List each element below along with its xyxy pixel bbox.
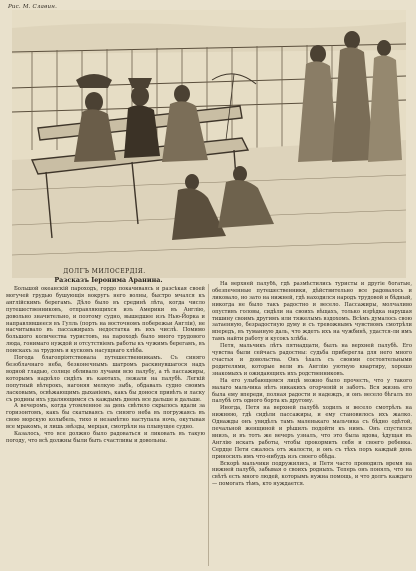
paragraph: Петя, мальчикъ лѣтъ пятнадцати, былъ на верхней палубѣ. Его чувства были сейчасъ радостны: судьба приберегла для него много счастья и довольства. Онъ ѣхалъ съ своими состоятельными родителями, которые вели въ Англію уютную квартиру, хорошо знакомыхъ и ожидающихъ ихъ родственниковъ. — [212, 343, 412, 377]
paragraph: На его улыбающемся лицѣ можно было прочесть, что у такого малаго мальчика нѣтъ никакихъ огорченій и заботъ. Вся жизнь его была ему впереди, полная радости и надеждъ, и онъ весело бѣгалъ по палубѣ отъ одного борта къ другому. — [212, 377, 412, 405]
illustration — [12, 10, 406, 278]
story-title: Разсказъ Іеронима Аранина. — [54, 276, 163, 284]
paragraph: Погода благопріятствовала путешественникамъ. Съ синяго безоблачнаго неба, безконечнымъ шатромъ раскинувшагося надъ водной гладью, солнце обливало лучами всю палубу, а тѣ пассажиры, которымъ надоѣло сидѣть въ каютахъ, лежали на палубѣ. Легкій попутный вѣтерокъ, нагоняя мелкую зыбь, обдавалъ судно своимъ ласковымъ, освѣжающимъ дыханіемъ, какъ бы донося привѣтъ и ласку съ родины ихъ удаляющимся съ каждымъ днемъ все дальше и дальше. — [6, 355, 205, 403]
paragraph: На верхней палубѣ, гдѣ размѣстились туристы и другіе богатые, обезпеченные путешественники, дѣйствительно все радовалось и ликовало, но зато на нижней, гдѣ находился народъ трудовой и бѣдный, никогда не было такъ радостно и весело. Пассажиры, молчаливо опустивъ головы, сидѣли на своихъ вѣщахъ, только изрѣдка нарушая тишину своимъ другимъ или тяжелымъ вздохомъ. Всѣмъ думалось свою затаенную, безрадостную думу и съ тревожнымъ чувствомъ смотрѣли впередъ, въ туманную даль, что ждетъ ихъ на чужбинѣ, удастся-ли имъ тамъ найти работу и кусокъ хлѣба. — [212, 281, 412, 343]
paragraph: А вечеромъ, когда утомленное за день свѣтило скрылось вдали за горизонтомъ, какъ бы скатываясь съ синяго неба въ погружаясь въ свою морскую колыбель, тихо и незамѣтно наступала ночь, окутывая все мракомъ, и лишь звѣзды, мерцая, смотрѣли на плывущее судно. — [6, 403, 205, 431]
text-column-left — [6, 286, 205, 566]
text-column-right — [212, 281, 412, 566]
illustration-caption: ДОЛГЪ МИЛОСЕРДІЯ. — [63, 268, 146, 275]
paragraph: Большой океанскій пароходъ, гордо покачиваясь и разсѣкая своей могучей грудью бушующія вокругъ него волны, быстро мчался къ англійскимъ берегамъ. Дѣло было въ срединѣ лѣта, когда число путешественниковъ, отправляющихся изъ Америки въ Англію, довольно значительно, и поэтому судно, вышедшее изъ Нью-Йорка и направлявшееся въ Гулль (порть на восточномъ побережьи Англіи), не насчитывало въ пассажирахъ недостатка въ ихъ числѣ. Помимо большого количества туристовъ, на пароходѣ было много трудового люда, гонимаго нуждой и отсутствіемъ работы къ чужимъ берегамъ, въ поискахъ за трудомъ и кускомъ насущнаго хлѣба. — [6, 286, 205, 355]
paragraph: Казалось, что все должно было радоваться и ликовать въ такую погоду, что всѣ должны были быть счастливы и довольны. — [6, 431, 205, 444]
ship-deck-illustration-icon — [12, 10, 406, 278]
column-divider — [208, 284, 209, 566]
paragraph: Иногда, Петя на верхней палубѣ ходилъ и весело смотрѣлъ на нижнюю, гдѣ сидѣли пассажиры, и ему становилось ихъ жалко. Однажды онъ увидѣлъ тамъ маленькаго мальчика съ бѣдно одѣтой, печальной женщиной и рѣшилъ подойти къ нимъ. Онъ спустился внизъ, и въ тотъ же вечеръ узналъ, что это была вдова, ѣдущая въ Англію искать работы, чтобы прокормить себя и своего ребенка. Сердце Пети сжалось отъ жалости, и онъ съ тѣхъ поръ каждый день приносилъ имъ что-нибудь изъ своего обѣда. — [212, 405, 412, 460]
illustration-credit: Рис. М. Славин. — [8, 4, 58, 10]
paragraph: Вскорѣ мальчики подружились, и Петя часто проводилъ время на нижней палубѣ, забывая о своихъ родныхъ. Теперь онъ понялъ, что на свѣтѣ есть много людей, которымъ нужна помощь, и что долгъ каждаго — помогать тѣмъ, кто нуждается. — [212, 460, 412, 488]
